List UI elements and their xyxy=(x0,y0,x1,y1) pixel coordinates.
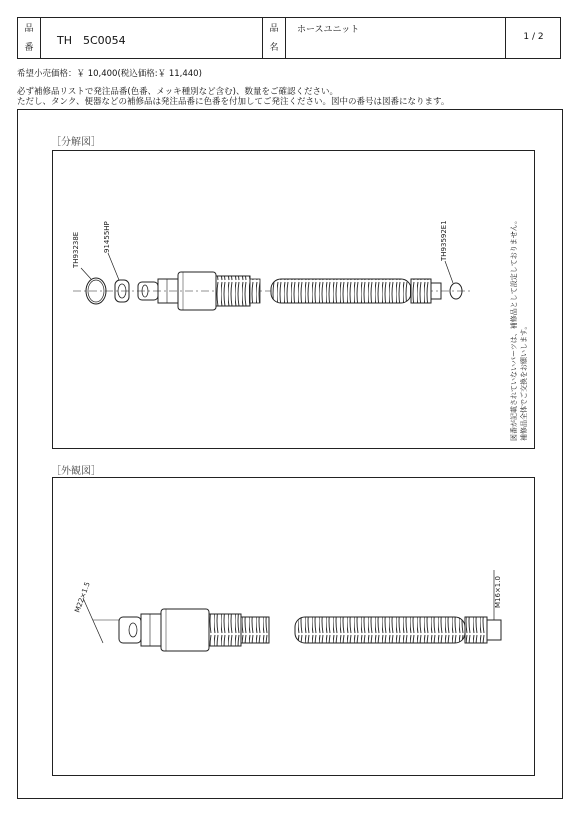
exploded-view-title: ［分解図］ xyxy=(51,137,101,148)
part-no-label-1: 品 xyxy=(24,24,34,34)
thread-right-label: M16×1.0 xyxy=(494,576,502,608)
page-number: 1 / 2 xyxy=(523,32,544,42)
note-line-2: ただし、タンク、便器などの補修品は発注品番に色番を付加してご発注ください。図中の番号は図番になります。 xyxy=(17,97,450,107)
external-view-drawing xyxy=(53,478,534,775)
thread-left-label: M22×1.5 xyxy=(73,580,92,614)
exploded-view-panel xyxy=(52,150,535,449)
hose-corrugated xyxy=(271,279,441,303)
price-line: 希望小売価格：￥ 10,400(税込価格:￥ 11,440) xyxy=(17,69,202,79)
note-line-1: 必ず補修品リストで発注品番(色番、メッキ種別など含む)、数量をご確認ください。 xyxy=(17,87,338,97)
part-name-label-2: 名 xyxy=(269,43,279,53)
part-number-label: TH93238E xyxy=(72,231,80,268)
side-note-1: 図番が記載されていないパーツは、補修品として設定しておりません。 xyxy=(510,216,518,441)
part-name-cell xyxy=(286,18,506,58)
side-note-2: 補修品全体でご交換をお願いします。 xyxy=(520,322,528,441)
page-cell xyxy=(506,18,561,58)
part-name: ホースユニット xyxy=(297,25,360,35)
part-number-label: 91455HP xyxy=(103,221,111,253)
assembled-hose-unit xyxy=(119,609,501,651)
part-name-label-cell xyxy=(263,18,286,58)
header-table xyxy=(17,17,561,59)
part-no-label-2: 番 xyxy=(24,43,34,53)
external-view-panel xyxy=(52,477,535,776)
exploded-view-drawing xyxy=(53,151,534,448)
external-view-title: ［外観図］ xyxy=(51,466,101,477)
part-number-label: TH93592E1 xyxy=(440,220,448,261)
part-no-label-cell xyxy=(18,18,41,58)
part-number: TH 5C0054 xyxy=(57,34,126,47)
part-no-cell xyxy=(41,18,263,58)
part-name-label-1: 品 xyxy=(269,24,279,34)
